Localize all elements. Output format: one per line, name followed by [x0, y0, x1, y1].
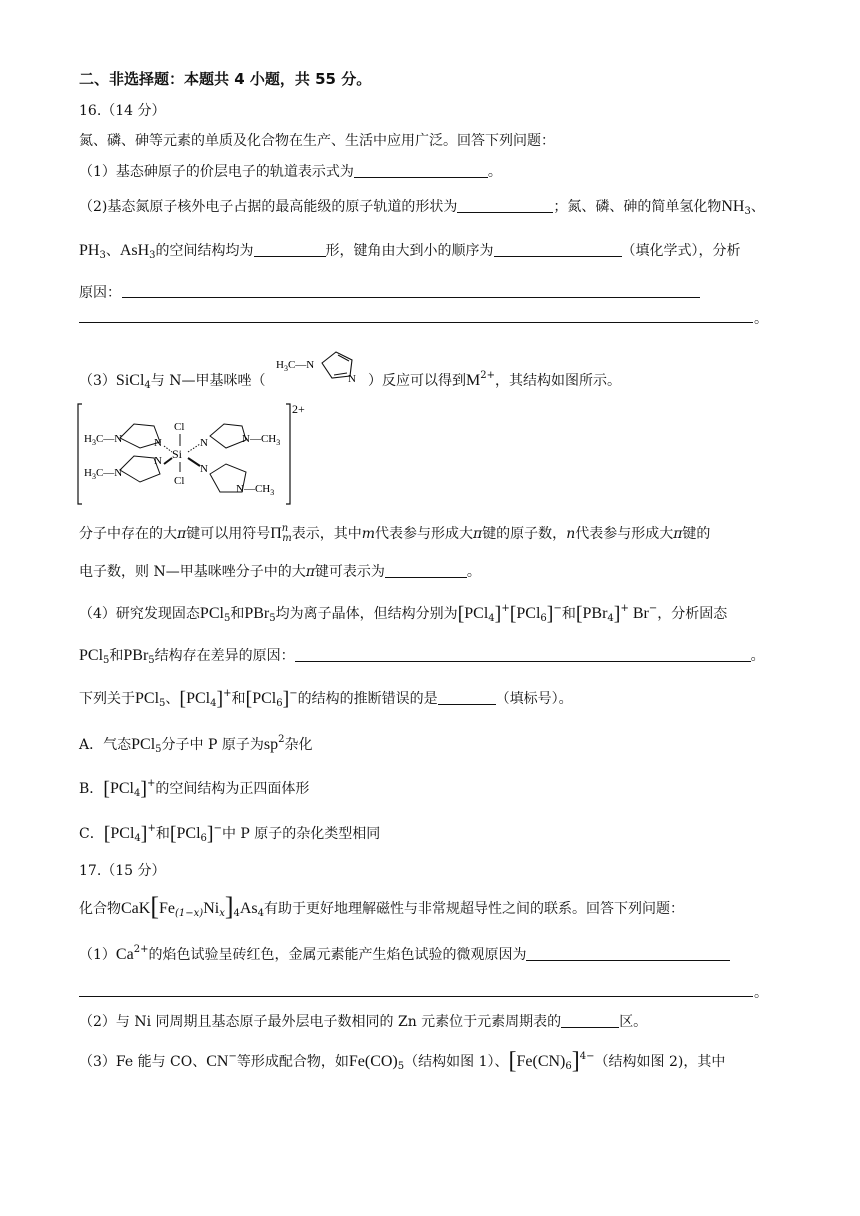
answer-blank[interactable] — [254, 242, 326, 257]
q16-part4-line2: PCl$_5$和PBr$_5$结构存在差异的原因： 。 — [79, 647, 765, 666]
n-label: N — [348, 373, 356, 385]
option-a[interactable]: A．气态PCl$_5$分子中 P 原子为$sp^2$杂化 — [79, 734, 313, 755]
question-16-header: 16.（14 分） — [79, 103, 166, 119]
question-17-header: 17.（15 分） — [79, 863, 166, 879]
q17-part2: （2）与 Ni 同周期且基态原子最外层电子数相同的 Zn 元素位于元素周期表的 区。 — [79, 1014, 648, 1030]
option-b[interactable]: B．[PCl$_4$]+的空间结构为正四面体形 — [79, 778, 310, 800]
svg-text:H3C—N: $H_3C—N$ — [84, 467, 123, 481]
q16-part2-line2: $PH_3$、AsH$_3$的空间结构均为 形，键角由大到小的顺序为 （填化学式），分析 — [79, 242, 741, 261]
q16-part2-reason-label: 原因： — [79, 285, 121, 301]
svg-text:N—CH3: $N—CH_3$ — [236, 483, 275, 497]
h3c-label: $H_3C—N$ — [276, 359, 315, 373]
q16-part2-line1: （2)基态氮原子核外电子占据的最高能级的原子轨道的形状为 ；氮、磷、砷的简单氢化物$NH_3$、 — [79, 198, 765, 217]
charge-label: 2+ — [292, 402, 305, 416]
q16-part4-line1: （4）研究发现固态PCl$_5$和PBr$_5$均为离子晶体，但结构分别为[PCl$_4$]+[PCl$_6$]−和[PBr$_4$]+ Br−，分析固态 — [79, 603, 728, 625]
answer-line[interactable] — [79, 322, 753, 323]
svg-text:H3C—N: $H_3C—N$ — [84, 433, 123, 447]
q16-part4-line3: 下列关于PCl$_5$、[PCl$_4$]+和[PCl$_6$]−的结构的推断错误的是 （填标号）。 — [79, 688, 573, 710]
section-title: 二、非选择题：本题共 4 小题，共 55 分。 — [79, 70, 372, 88]
answer-blank[interactable] — [526, 946, 730, 961]
answer-blank[interactable] — [295, 647, 751, 662]
q17-part1: $(1)Ca^{2+}$的焰色试验呈砖红色，金属元素能产生焰色试验的微观原因为 — [79, 946, 730, 964]
svg-text:N: N — [154, 437, 162, 449]
svg-text:N—CH3: $N—CH_3$ — [242, 433, 281, 447]
q16-part3-line3: 电子数，则 N—甲基咪唑分子中的大π键可表示为 。 — [79, 564, 481, 580]
q17-part3: （3）Fe 能与 CO、CN−等形成配合物，如$Fe(CO)_5$（结构如图 1）、$[Fe(CN)_6]^{4-}$（结构如图 2)，其中 — [79, 1048, 726, 1074]
answer-blank[interactable] — [457, 198, 553, 213]
answer-blank[interactable] — [561, 1013, 619, 1028]
svg-text:Cl: Cl — [174, 421, 185, 433]
answer-blank[interactable] — [354, 163, 488, 178]
option-c[interactable]: C．[PCl$_4$]+和[PCl$_6$]−中 P 原子的杂化类型相同 — [79, 823, 381, 845]
q16-part3-line2: 分子中存在的大π键可以用符号$\Pi^n_m$表示，其中m代表参与形成大π键的原子数，n代表参与形成大π键的 — [79, 523, 711, 544]
svg-text:N: N — [200, 437, 208, 449]
complex-m2-structure — [76, 400, 308, 508]
answer-blank[interactable] — [494, 242, 622, 257]
period: 。 — [754, 311, 768, 327]
answer-blank[interactable] — [438, 690, 496, 705]
svg-text:N: N — [154, 455, 162, 467]
svg-text:N: N — [200, 463, 208, 475]
period: 。 — [754, 985, 768, 1001]
answer-line[interactable] — [79, 996, 753, 997]
q16-part1: （1）基态砷原子的价层电子的轨道表示式为 。 — [79, 164, 502, 180]
q16-intro: 氮、磷、砷等元素的单质及化合物在生产、生活中应用广泛。回答下列问题： — [79, 133, 555, 149]
answer-blank[interactable] — [385, 563, 467, 578]
answer-line[interactable] — [122, 297, 700, 298]
si-label: Si — [172, 447, 183, 461]
q17-intro: 化合物$CaK[Fe_{(1-x)}Ni_x]_4As_4$有助于更好地理解磁性与非常规超导性之间的联系。回答下列问题： — [79, 892, 685, 921]
q16-part3-line1b: ）反应可以得到$M^{2+}$，其结构如图所示。 — [368, 370, 621, 389]
q16-part3-line1: （3）SiCl$_4$与 N—甲基咪唑（ — [79, 372, 266, 391]
svg-text:Cl: Cl — [174, 475, 185, 487]
methylimidazole-structure — [272, 346, 368, 394]
